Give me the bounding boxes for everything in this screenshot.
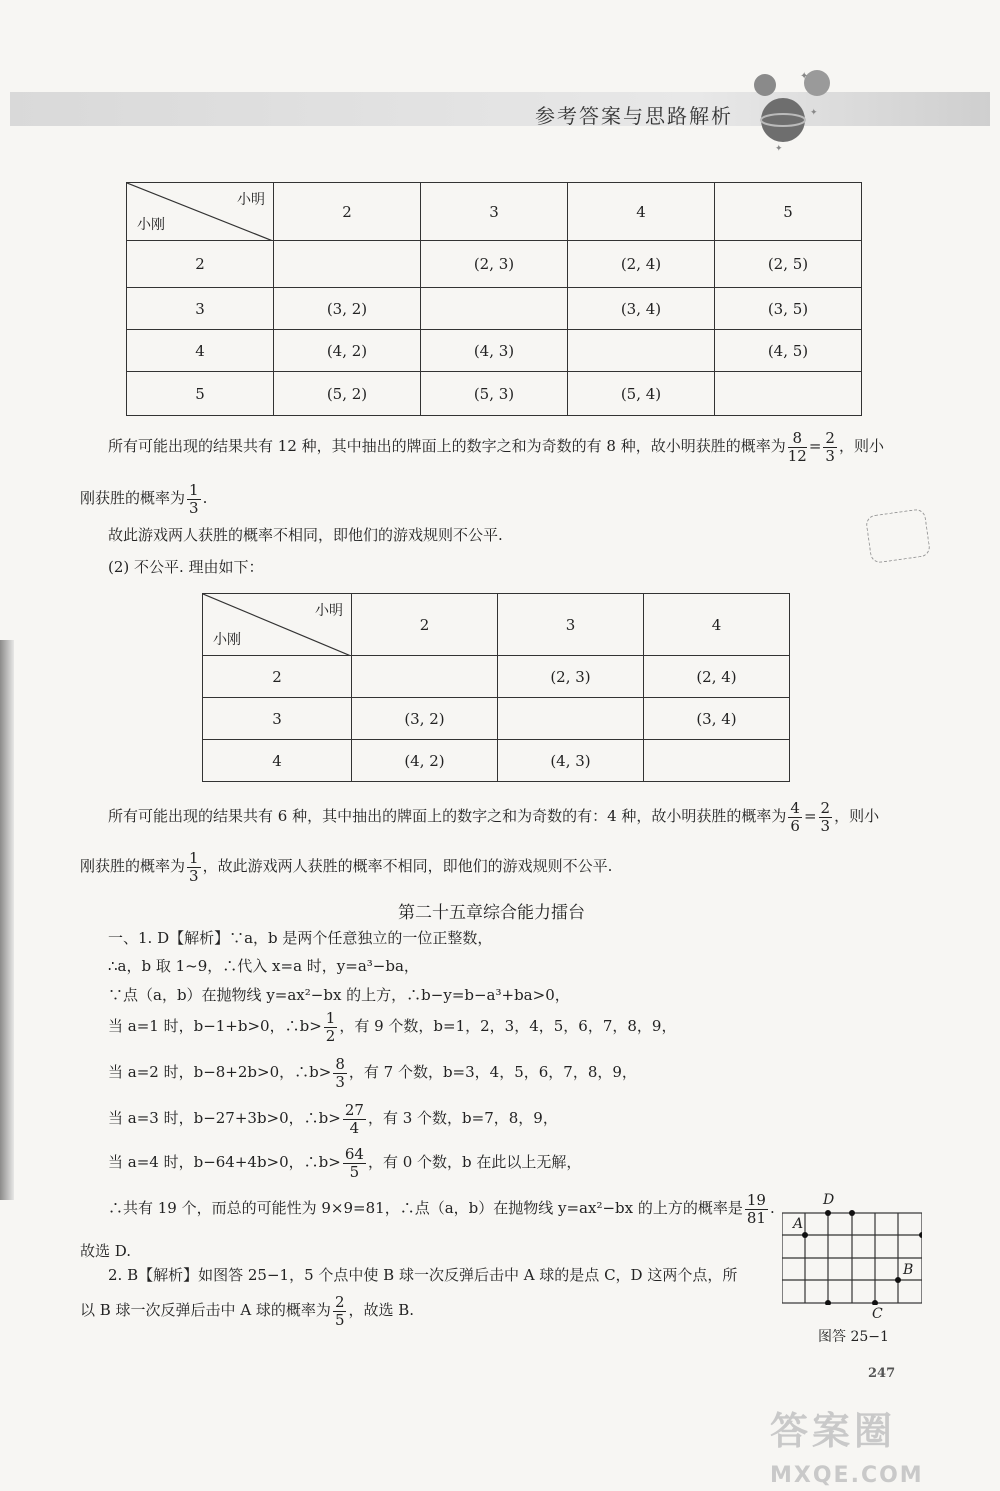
watermark	[770, 1400, 924, 1488]
q1-line	[108, 1010, 676, 1044]
table1-corner-top: 小明	[237, 192, 265, 208]
table-row	[203, 698, 790, 740]
table-cell: (2, 3)	[498, 656, 644, 698]
table2-col-header: 3	[498, 594, 644, 656]
q1-text: ，有 3 个数，b=7，8，9，	[367, 1109, 558, 1127]
equals-sign: =	[808, 437, 822, 455]
fraction: $\frac{2}{3}$	[820, 799, 831, 835]
table2-row-label: 4	[203, 740, 352, 782]
q1-line	[108, 1146, 581, 1180]
figure-label-d: D	[823, 1192, 835, 1208]
fraction: $\frac{2}{5}$	[334, 1293, 345, 1329]
table-cell: (4, 5)	[715, 330, 862, 372]
equals-sign: =	[803, 807, 817, 825]
figure-label-a: A	[793, 1216, 804, 1232]
q2-line	[80, 1294, 414, 1328]
table-cell: (4, 3)	[498, 740, 644, 782]
para1-line3: 故此游戏两人获胜的概率不相同，即他们的游戏规则不公平.	[108, 526, 503, 544]
table-cell: (3, 2)	[352, 698, 498, 740]
table-cell: (4, 2)	[352, 740, 498, 782]
table-cell: (3, 4)	[568, 288, 715, 330]
para1-line2	[80, 482, 207, 516]
fraction: $\frac{19}{81}$	[746, 1191, 766, 1227]
table1-row-label: 5	[127, 372, 274, 416]
table1-corner	[127, 183, 274, 241]
table-cell: (2, 4)	[568, 241, 715, 288]
table-cell: (5, 4)	[568, 372, 715, 416]
header-band	[10, 92, 990, 126]
table-row	[127, 241, 862, 288]
table-row	[203, 740, 790, 782]
table-cell	[568, 330, 715, 372]
q1-text: 当 a=3 时，b−27+3b>0，∴b>	[108, 1109, 341, 1127]
table-cell: (5, 2)	[274, 372, 421, 416]
note-stamp-icon	[865, 508, 931, 564]
table-row	[203, 656, 790, 698]
para1-line4: (2) 不公平. 理由如下：	[108, 558, 264, 576]
table-row	[127, 288, 862, 330]
table1-row-label: 4	[127, 330, 274, 372]
figure-caption: 图答 25−1	[818, 1329, 889, 1345]
table-cell	[421, 288, 568, 330]
table1-corner-bottom: 小刚	[137, 217, 165, 233]
table-cell: (2, 5)	[715, 241, 862, 288]
para1-text: 刚获胜的概率为	[80, 489, 186, 507]
q1-text: 当 a=2 时，b−8+2b>0，∴b>	[108, 1063, 332, 1081]
watermark-title: 答案圈	[770, 1409, 897, 1453]
page-header-title: 参考答案与思路解析	[535, 104, 733, 128]
svg-text:✦: ✦	[800, 71, 809, 82]
outcome-table-1	[126, 182, 862, 416]
fraction: $\frac{4}{6}$	[790, 799, 800, 835]
scan-edge-shadow	[0, 640, 14, 1200]
table2-col-header: 4	[644, 594, 790, 656]
fraction: $\frac{2}{3}$	[825, 429, 835, 465]
table-cell: (2, 4)	[644, 656, 790, 698]
table-cell: (3, 4)	[644, 698, 790, 740]
para2-text: 刚获胜的概率为	[80, 857, 186, 875]
q1-text: ，有 0 个数，b 在此以上无解，	[367, 1153, 582, 1171]
fraction: $\frac{64}{5}$	[344, 1145, 364, 1181]
table-cell	[715, 372, 862, 416]
q1-line: ∵点（a，b）在抛物线 y=ax²−bx 的上方，∴b−y=b−a³+ba>0，	[108, 986, 570, 1004]
section-heading: 第二十五章综合能力擂台	[398, 903, 585, 923]
q1-line: 故选 D.	[80, 1242, 132, 1260]
svg-text:✦: ✦	[810, 108, 818, 118]
fraction: $\frac{8}{3}$	[335, 1055, 345, 1091]
table2-corner	[203, 594, 352, 656]
fraction: $\frac{1}{3}$	[189, 481, 199, 517]
table-cell	[498, 698, 644, 740]
q2-text: 以 B 球一次反弹后击中 A 球的概率为	[80, 1301, 331, 1319]
outcome-table-2	[202, 593, 790, 782]
fraction: $\frac{27}{4}$	[344, 1101, 364, 1137]
table1-row-label: 3	[127, 288, 274, 330]
page-number: 247	[868, 1366, 896, 1381]
planets-decoration-icon	[745, 65, 840, 155]
q1-line	[108, 1056, 637, 1090]
q2-text: ，故选 B.	[348, 1301, 415, 1319]
table2-row-label: 3	[203, 698, 352, 740]
table-cell: (5, 3)	[421, 372, 568, 416]
q1-line: 一、1. D【解析】∵a，b 是两个任意独立的一位正整数，	[108, 929, 493, 947]
table1-row-label: 2	[127, 241, 274, 288]
table1-col-header: 4	[568, 183, 715, 241]
q1-text: ，有 9 个数，b=1，2，3，4，5，6，7，8，9，	[339, 1017, 677, 1035]
para1-line1	[108, 430, 884, 464]
para2-text: ，故此游戏两人获胜的概率不相同，即他们的游戏规则不公平.	[202, 857, 613, 875]
point-a	[802, 1232, 808, 1238]
q1-text: .	[769, 1199, 775, 1217]
table-cell	[352, 656, 498, 698]
fraction: $\frac{1}{2}$	[325, 1009, 336, 1045]
table-row	[127, 372, 862, 416]
q1-text: 当 a=4 时，b−64+4b>0，∴b>	[108, 1153, 341, 1171]
q1-line	[108, 1102, 558, 1136]
q2-line: 2. B【解析】如图答 25−1，5 个点中使 B 球一次反弹后击中 A 球的是点 C，D 这两个点，所	[108, 1266, 738, 1284]
para2-line1	[108, 800, 879, 834]
table-row	[127, 330, 862, 372]
table2-col-header: 2	[352, 594, 498, 656]
para2-text: 所有可能出现的结果共有 6 种，其中抽出的牌面上的数字之和为奇数的有：4 种，故小明获胜的概率为	[108, 807, 787, 825]
para1-text: .	[202, 489, 208, 507]
q1-text: 当 a=1 时，b−1+b>0，∴b>	[108, 1017, 322, 1035]
figure-label-c: C	[872, 1306, 883, 1322]
table-cell: (3, 5)	[715, 288, 862, 330]
table-cell	[274, 241, 421, 288]
table-cell: (3, 2)	[274, 288, 421, 330]
svg-text:✦: ✦	[775, 144, 783, 154]
para1-text: 所有可能出现的结果共有 12 种，其中抽出的牌面上的数字之和为奇数的有 8 种，故小明获胜的概率为	[108, 437, 786, 455]
q1-text: ，有 7 个数，b=3，4，5，6，7，8，9，	[348, 1063, 637, 1081]
fraction: $\frac{1}{3}$	[189, 849, 199, 885]
table1-col-header: 2	[274, 183, 421, 241]
table2-corner-bottom: 小刚	[213, 632, 241, 648]
table-cell: (2, 3)	[421, 241, 568, 288]
table2-row-label: 2	[203, 656, 352, 698]
table2-corner-top: 小明	[315, 603, 343, 619]
q1-text: ∴共有 19 个，而总的可能性为 9×9=81，∴点（a，b）在抛物线 y=ax²−bx 的上方的概率是	[108, 1199, 743, 1217]
q1-line: ∴a，b 取 1~9，∴代入 x=a 时，y=a³−ba，	[108, 957, 419, 975]
table-cell: (4, 2)	[274, 330, 421, 372]
table1-col-header: 5	[715, 183, 862, 241]
table1-col-header: 3	[421, 183, 568, 241]
q1-line	[108, 1192, 775, 1226]
para2-text: ，则小	[834, 807, 880, 825]
table-cell: (4, 3)	[421, 330, 568, 372]
para1-text: ，则小	[838, 437, 884, 455]
para2-line2	[80, 850, 612, 884]
fraction: $\frac{8}{12}$	[787, 429, 807, 465]
table-cell	[644, 740, 790, 782]
watermark-url: MXQE.COM	[770, 1463, 924, 1488]
figure-label-b: B	[903, 1262, 914, 1278]
